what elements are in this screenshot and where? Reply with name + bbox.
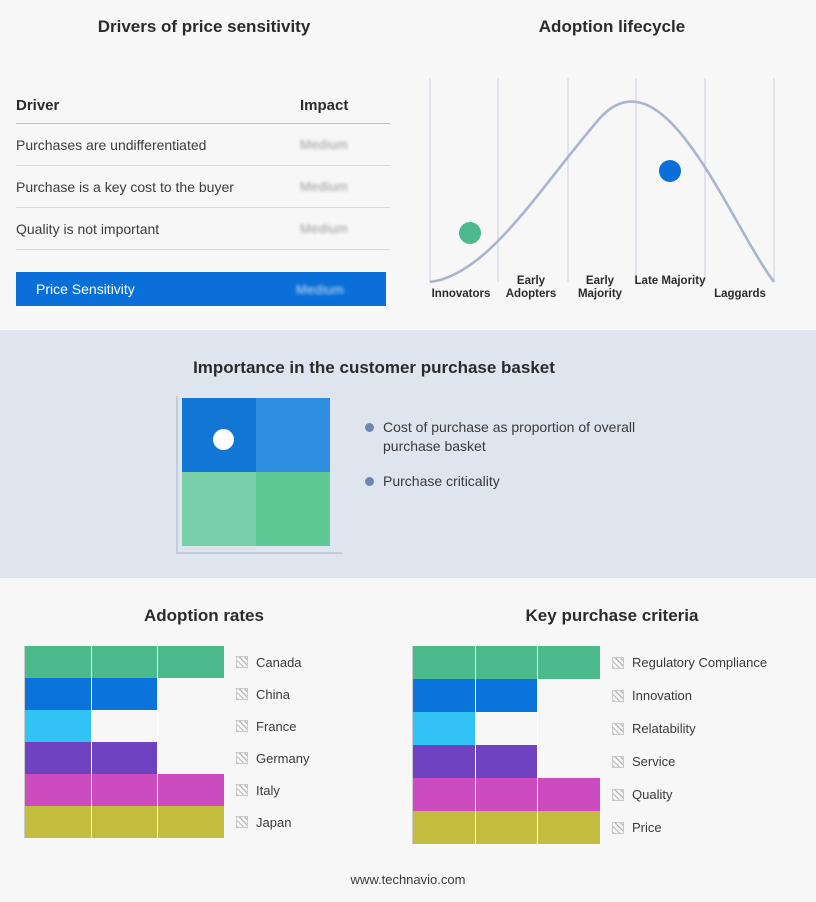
gridline <box>91 806 92 838</box>
bar-row <box>24 742 310 774</box>
stage-label-innovators: Innovators <box>431 288 491 300</box>
gridline <box>537 712 538 745</box>
page-title-drivers: Drivers of price sensitivity <box>97 17 311 36</box>
gridline <box>537 646 538 679</box>
gridline <box>157 678 158 710</box>
bar-category-label <box>236 646 302 678</box>
gridline <box>537 745 538 778</box>
bullet-icon <box>365 477 374 486</box>
column-header-driver: Driver <box>16 97 60 114</box>
gridline <box>91 710 92 742</box>
page-title-lifecycle: Adoption lifecycle <box>538 17 686 36</box>
gridline <box>157 742 158 774</box>
bar-row <box>24 710 297 742</box>
bar-category-text: France <box>256 718 297 734</box>
bar-category-label <box>236 678 290 710</box>
bar <box>412 778 600 811</box>
hatch-swatch-icon <box>612 789 624 801</box>
hatch-swatch-icon <box>612 723 624 735</box>
list-item <box>365 472 665 491</box>
gridline <box>91 646 92 678</box>
basket-legend <box>365 418 665 507</box>
gridline <box>475 745 476 778</box>
bar-category-label <box>236 774 280 806</box>
adoption-rates-bar-chart <box>24 646 310 838</box>
bar-category-text: Price <box>632 820 662 835</box>
gridline <box>475 712 476 745</box>
hatch-swatch-icon <box>612 756 624 768</box>
hatch-swatch-icon <box>236 816 248 828</box>
bar <box>24 710 91 742</box>
gridline <box>157 710 158 742</box>
hatch-swatch-icon <box>236 784 248 796</box>
bar-category-label <box>236 806 291 838</box>
bar-row <box>412 811 662 844</box>
legend-label: Purchase criticality <box>383 473 500 489</box>
hatch-swatch-icon <box>236 752 248 764</box>
bar <box>412 712 475 745</box>
bar-row <box>412 778 673 811</box>
bar <box>24 646 224 678</box>
price-sensitivity-label: Price Sensitivity <box>36 281 135 297</box>
quadrant-horizontal-axis <box>176 552 342 554</box>
bar-category-text: Quality <box>632 787 673 802</box>
hatch-swatch-icon <box>236 656 248 668</box>
gridline <box>537 811 538 844</box>
bar-category-text: Italy <box>256 782 280 798</box>
bar-category-label <box>236 742 309 774</box>
gridline <box>537 778 538 811</box>
driver-name: Purchase is a key cost to the buyer <box>16 178 234 195</box>
adoption-lifecycle-panel <box>408 0 816 330</box>
price-sensitivity-summary-row <box>16 272 386 306</box>
table-row <box>16 124 390 166</box>
quadrant-matrix <box>182 398 330 546</box>
driver-name: Quality is not important <box>16 220 160 237</box>
marker-late-majority <box>659 160 681 182</box>
legend-label: Cost of purchase as proportion of overall purchase basket <box>383 419 636 454</box>
bar-category-text: Innovation <box>632 688 692 703</box>
key-purchase-criteria-bar-chart <box>412 646 768 844</box>
quadrant-vertical-axis <box>176 396 178 552</box>
bar-category-label <box>236 710 296 742</box>
bar-row <box>24 678 290 710</box>
gridline <box>537 679 538 712</box>
hatch-swatch-icon <box>612 690 624 702</box>
gridline <box>91 774 92 806</box>
stage-label-early-adopters: Early Adopters <box>505 275 557 300</box>
key-purchase-criteria-panel <box>408 578 816 878</box>
quadrant-cell-top-right <box>256 398 330 472</box>
gridline <box>475 778 476 811</box>
page-title-key-criteria: Key purchase criteria <box>525 606 699 625</box>
bar-category-text: Canada <box>256 654 302 670</box>
chart-axis-line <box>412 646 413 844</box>
gridline <box>157 806 158 838</box>
bullet-icon <box>365 423 374 432</box>
gridline <box>157 774 158 806</box>
list-item <box>365 418 665 456</box>
drivers-table <box>16 88 390 250</box>
bar-category-label <box>612 646 767 679</box>
bar-row <box>412 712 696 745</box>
hatch-swatch-icon <box>612 822 624 834</box>
bar-category-label <box>612 811 662 844</box>
bar-row <box>412 646 768 679</box>
hatch-swatch-icon <box>236 688 248 700</box>
bar-category-text: Germany <box>256 750 310 766</box>
lifecycle-chart <box>428 70 808 315</box>
bar-category-label <box>612 712 696 745</box>
purchase-basket-section <box>0 330 816 578</box>
driver-name: Purchases are undifferentiated <box>16 136 207 153</box>
bar <box>412 646 600 679</box>
chart-axis-line <box>24 646 25 838</box>
bar-category-label <box>612 745 675 778</box>
marker-innovators <box>459 222 481 244</box>
bar-category-text: Japan <box>256 814 292 830</box>
adoption-rates-panel <box>0 578 408 878</box>
hatch-swatch-icon <box>236 720 248 732</box>
gridline <box>91 742 92 774</box>
driver-impact: Medium <box>300 221 349 236</box>
bar-category-text: China <box>256 686 290 702</box>
stage-label-late-majority: Late Majority <box>634 275 706 287</box>
gridline <box>157 646 158 678</box>
gridline <box>475 679 476 712</box>
stage-label-laggards: Laggards <box>714 288 766 300</box>
bar-category-label <box>612 778 672 811</box>
bar-category-text: Relatability <box>632 721 696 736</box>
bar-category-label <box>612 679 692 712</box>
bar-row <box>24 774 280 806</box>
footer-url: www.technavio.com <box>350 872 466 887</box>
bar-row <box>24 806 292 838</box>
quadrant-cell-bottom-right <box>256 472 330 546</box>
bar-category-text: Regulatory Compliance <box>632 655 768 670</box>
table-row <box>16 208 390 250</box>
drivers-panel <box>0 0 408 330</box>
price-sensitivity-value: Medium <box>296 281 345 297</box>
bar <box>24 774 224 806</box>
bar-row <box>24 646 302 678</box>
page-title-adoption-rates: Adoption rates <box>144 606 264 625</box>
driver-impact: Medium <box>300 137 349 152</box>
bar <box>24 806 224 838</box>
bar-row <box>412 745 676 778</box>
bar-row <box>412 679 692 712</box>
gridline <box>475 646 476 679</box>
page-title-basket: Importance in the customer purchase basket <box>193 358 555 377</box>
table-header-row <box>16 88 390 124</box>
top-section <box>0 0 816 330</box>
driver-impact: Medium <box>300 179 349 194</box>
quadrant-cell-top-left <box>182 398 256 472</box>
table-row <box>16 166 390 208</box>
bar-category-text: Service <box>632 754 676 769</box>
gridline <box>91 678 92 710</box>
gridline <box>475 811 476 844</box>
column-header-impact: Impact <box>300 97 349 114</box>
hatch-swatch-icon <box>612 657 624 669</box>
stage-label-early-majority: Early Majority <box>577 275 623 300</box>
quadrant-cell-bottom-left <box>182 472 256 546</box>
bar <box>412 811 600 844</box>
quadrant-position-marker <box>213 429 234 450</box>
